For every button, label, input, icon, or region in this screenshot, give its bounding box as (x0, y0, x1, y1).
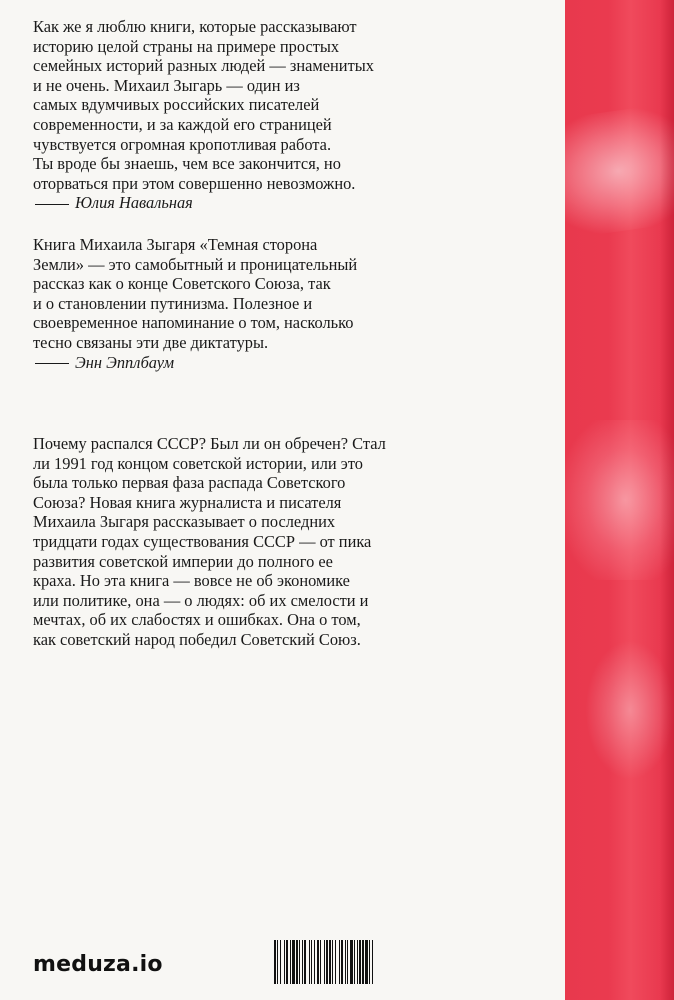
book-description (33, 434, 553, 650)
quote-line: тесно связаны эти две диктатуры. (33, 332, 269, 352)
description-line: Михаила Зыгаря рассказывает о последних (33, 512, 336, 532)
quote-line: Земли» — это самобытный и проницательный (33, 254, 358, 274)
quote-line: и о становлении путинизма. Полезное и (33, 293, 313, 313)
em-dash-rule (35, 363, 69, 364)
quote-block-2 (33, 235, 553, 372)
quote-line: своевременное напоминание о том, насколько (33, 313, 354, 333)
red-spine-artwork (565, 0, 674, 1000)
description-line: тридцати годах существования СССР — от пика (33, 531, 372, 551)
quote-line: современности, и за каждой его страницей (33, 114, 332, 134)
description-line: или политике, она — о людях: об их смелости и (33, 590, 369, 610)
description-line: Союза? Новая книга журналиста и писателя (33, 492, 342, 512)
quote-author (33, 353, 553, 373)
description-line: краха. Но эта книга — вовсе не об экономике (33, 571, 350, 591)
quote-line: историю целой страны на примере простых (33, 36, 340, 56)
quote-line: самых вдумчивых российских писателей (33, 95, 320, 115)
quote-line: и не очень. Михаил Зыгарь — один из (33, 75, 300, 95)
quote-block-1 (33, 17, 553, 213)
description-line: Почему распался СССР? Был ли он обречен? Стал (33, 434, 386, 453)
quote-line: рассказ как о конце Советского Союза, так (33, 274, 331, 294)
publisher-logo: meduza.io (33, 952, 163, 977)
quote-line: Как же я люблю книги, которые рассказывают (33, 17, 357, 36)
description-line: мечтах, об их слабостях и ошибках. Она о том, (33, 610, 361, 630)
author-name: Энн Эпплбаум (75, 352, 175, 372)
description-line: ли 1991 год концом советской истории, или это (33, 453, 363, 473)
barcode-bar (373, 940, 374, 984)
quote-line: чувствуется огромная кропотливая работа. (33, 134, 332, 154)
description-line: как советский народ победил Советский Союз. (33, 629, 361, 649)
em-dash-rule (35, 204, 69, 205)
quote-line: семейных историй разных людей — знаменитых (33, 56, 374, 76)
description-line: развития советской империи до полного ее (33, 551, 333, 571)
quote-line: оторваться при этом совершенно невозможно. (33, 173, 356, 193)
description-line: была только первая фаза распада Советского (33, 473, 346, 493)
quote-author (33, 193, 553, 213)
author-name: Юлия Навальная (75, 193, 193, 213)
barcode (274, 940, 506, 984)
quote-line: Ты вроде бы знаешь, чем все закончится, но (33, 154, 341, 174)
quote-line: Книга Михаила Зыгаря «Темная сторона (33, 235, 318, 254)
